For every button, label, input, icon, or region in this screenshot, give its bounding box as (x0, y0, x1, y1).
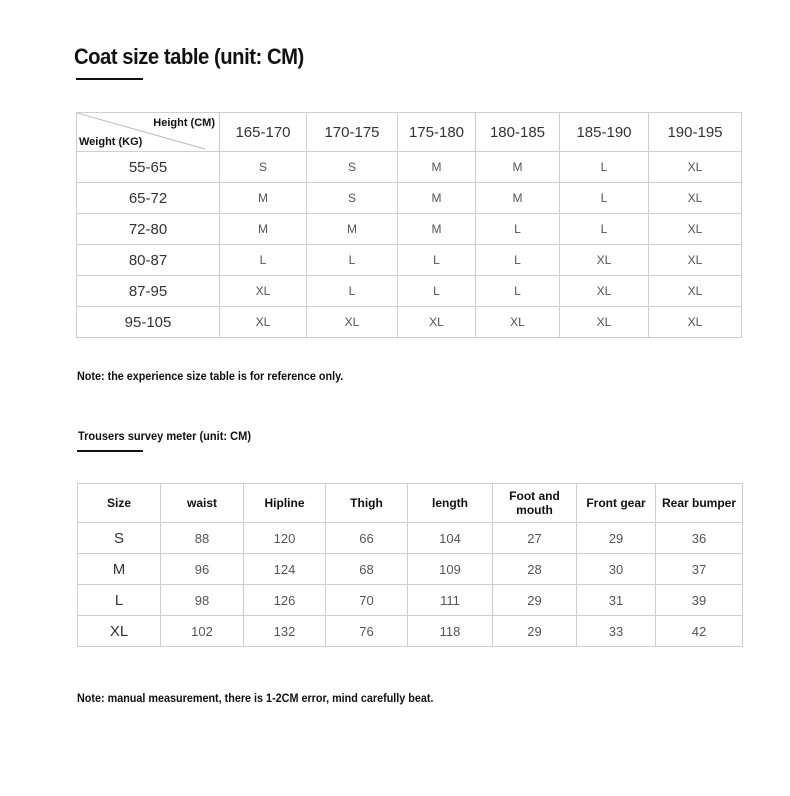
measurement-cell: 28 (493, 554, 577, 585)
column-header-thigh: Thigh (326, 484, 408, 523)
coat-header-row (77, 113, 742, 152)
measurement-cell: 30 (577, 554, 656, 585)
size-cell: XL (560, 245, 649, 276)
size-cell: XL (649, 307, 742, 338)
column-header-front-gear: Front gear (577, 484, 656, 523)
weight-range-cell: 80-87 (77, 245, 220, 276)
table-row (78, 554, 743, 585)
weight-range-cell: 72-80 (77, 214, 220, 245)
measurement-cell: 68 (326, 554, 408, 585)
measurement-cell: 126 (244, 585, 326, 616)
measurement-cell: 29 (493, 585, 577, 616)
table-row (78, 585, 743, 616)
measurement-cell: 39 (656, 585, 743, 616)
measurement-cell: 104 (408, 523, 493, 554)
weight-range-cell: 87-95 (77, 276, 220, 307)
trousers-size-table (77, 483, 743, 647)
measurement-cell: 29 (493, 616, 577, 647)
measurement-cell: 33 (577, 616, 656, 647)
measurement-cell: 31 (577, 585, 656, 616)
weight-range-cell: 95-105 (77, 307, 220, 338)
height-column-header: 165-170 (220, 113, 307, 152)
size-cell: M (307, 214, 398, 245)
size-cell: M (398, 183, 476, 214)
size-cell: XL (220, 276, 307, 307)
size-cell: L (307, 276, 398, 307)
size-label-cell: XL (78, 616, 161, 647)
measurement-cell: 124 (244, 554, 326, 585)
size-cell: M (476, 183, 560, 214)
size-cell: XL (649, 245, 742, 276)
size-cell: XL (398, 307, 476, 338)
table-row (77, 245, 742, 276)
size-cell: L (476, 214, 560, 245)
size-cell: L (476, 245, 560, 276)
size-cell: XL (649, 276, 742, 307)
size-cell: L (307, 245, 398, 276)
measurement-cell: 109 (408, 554, 493, 585)
measurement-cell: 76 (326, 616, 408, 647)
measurement-cell: 96 (161, 554, 244, 585)
measurement-cell: 66 (326, 523, 408, 554)
weight-range-cell: 55-65 (77, 152, 220, 183)
table-row (78, 523, 743, 554)
title-underline (76, 78, 143, 80)
subtitle-underline (77, 450, 143, 452)
height-axis-label: Height (CM) (153, 117, 215, 129)
size-cell: M (398, 214, 476, 245)
column-header-foot-and-mouth: Foot and mouth (493, 484, 577, 523)
coat-note: Note: the experience size table is for reference only. (77, 369, 344, 383)
corner-cell (77, 113, 220, 152)
size-cell: S (220, 152, 307, 183)
height-column-header: 190-195 (649, 113, 742, 152)
size-label-cell: L (78, 585, 161, 616)
size-cell: L (220, 245, 307, 276)
size-cell: L (398, 276, 476, 307)
measurement-cell: 29 (577, 523, 656, 554)
table-row (77, 307, 742, 338)
measurement-cell: 70 (326, 585, 408, 616)
table-row (77, 214, 742, 245)
size-cell: L (560, 183, 649, 214)
coat-table-title: Coat size table (unit: CM) (74, 44, 304, 69)
column-header-waist: waist (161, 484, 244, 523)
trousers-header-row (78, 484, 743, 523)
size-cell: M (220, 183, 307, 214)
weight-axis-label: Weight (KG) (79, 136, 143, 148)
measurement-cell: 118 (408, 616, 493, 647)
measurement-cell: 132 (244, 616, 326, 647)
trousers-note: Note: manual measurement, there is 1-2CM error, mind carefully beat. (77, 691, 434, 705)
size-cell: XL (560, 276, 649, 307)
measurement-cell: 98 (161, 585, 244, 616)
column-header-length: length (408, 484, 493, 523)
size-cell: M (476, 152, 560, 183)
trousers-table-title: Trousers survey meter (unit: CM) (78, 429, 252, 443)
size-cell: S (307, 152, 398, 183)
table-row (77, 152, 742, 183)
column-header-rear-bumper: Rear bumper (656, 484, 743, 523)
size-label-cell: M (78, 554, 161, 585)
size-cell: XL (476, 307, 560, 338)
size-cell: S (307, 183, 398, 214)
size-cell: L (398, 245, 476, 276)
measurement-cell: 27 (493, 523, 577, 554)
measurement-cell: 37 (656, 554, 743, 585)
size-cell: L (476, 276, 560, 307)
measurement-cell: 111 (408, 585, 493, 616)
table-row (77, 276, 742, 307)
height-column-header: 170-175 (307, 113, 398, 152)
measurement-cell: 120 (244, 523, 326, 554)
size-cell: XL (560, 307, 649, 338)
height-column-header: 175-180 (398, 113, 476, 152)
size-cell: M (220, 214, 307, 245)
coat-size-table (76, 112, 742, 338)
table-row (77, 183, 742, 214)
column-header-size: Size (78, 484, 161, 523)
measurement-cell: 36 (656, 523, 743, 554)
size-cell: XL (649, 183, 742, 214)
size-cell: XL (649, 152, 742, 183)
size-cell: L (560, 152, 649, 183)
measurement-cell: 102 (161, 616, 244, 647)
size-cell: XL (649, 214, 742, 245)
height-column-header: 185-190 (560, 113, 649, 152)
column-header-hipline: Hipline (244, 484, 326, 523)
measurement-cell: 42 (656, 616, 743, 647)
size-cell: XL (307, 307, 398, 338)
size-cell: XL (220, 307, 307, 338)
size-cell: L (560, 214, 649, 245)
size-cell: M (398, 152, 476, 183)
size-label-cell: S (78, 523, 161, 554)
table-row (78, 616, 743, 647)
measurement-cell: 88 (161, 523, 244, 554)
weight-range-cell: 65-72 (77, 183, 220, 214)
height-column-header: 180-185 (476, 113, 560, 152)
